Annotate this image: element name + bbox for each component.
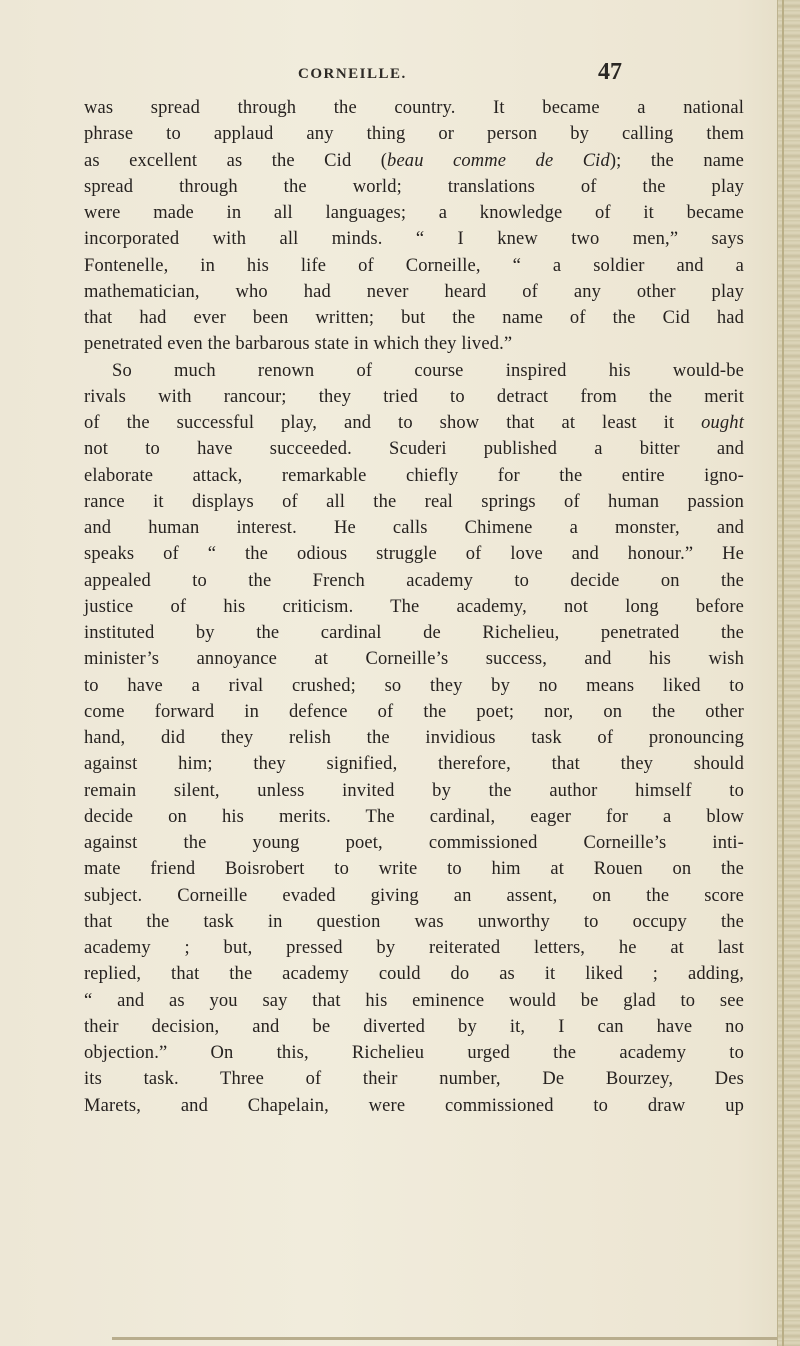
text-line: academy ; but, pressed by reiterated letters, he at last	[84, 938, 744, 958]
text-line: “ and as you say that his eminence would be glad to see	[84, 990, 744, 1011]
text-line: not to have succeeded. Scuderi published a bitter and	[84, 439, 744, 460]
text-line: to have a rival crushed; so they by no means liked to	[84, 675, 744, 696]
text-line: remain silent, unless invited by the author himself to	[84, 780, 744, 801]
running-title: CORNEILLE.	[298, 66, 407, 82]
text-line: come forward in defence of the poet; nor, on the other	[84, 701, 744, 722]
text-line: rance it displays of all the real springs of human passion	[84, 491, 744, 512]
text-line: as excellent as the Cid (beau comme de Cid); the name	[84, 150, 744, 171]
text-line: that the task in question was unworthy to occupy the	[84, 911, 744, 932]
body-text	[84, 95, 744, 1119]
text-line: against the young poet, commissioned Corneille’s inti-	[84, 833, 744, 853]
text-line: its task. Three of their number, De Bourzey, Des	[84, 1069, 744, 1090]
text-line: phrase to applaud any thing or person by calling them	[84, 124, 744, 145]
text-line: subject. Corneille evaded giving an assent, on the score	[84, 885, 744, 906]
paragraph-start-line: So much renown of course inspired his would-be	[112, 360, 744, 381]
book-gutter-edge	[777, 0, 800, 1346]
text-line: incorporated with all minds. “ I knew two men,” says	[84, 229, 744, 250]
page-number: 47	[598, 59, 622, 85]
running-head	[0, 59, 800, 90]
text-line: mathematician, who had never heard of any other play	[84, 281, 744, 302]
text-line: Marets, and Chapelain, were commissioned to draw up	[84, 1095, 744, 1116]
text-line: objection.” On this, Richelieu urged the academy to	[84, 1043, 744, 1063]
bottom-edge-rule	[112, 1337, 778, 1340]
text-line: hand, did they relish the invidious task of pronouncing	[84, 728, 744, 748]
text-line: appealed to the French academy to decide on the	[84, 570, 744, 591]
text-line: Fontenelle, in his life of Corneille, “ a soldier and a	[84, 255, 744, 276]
text-line: minister’s annoyance at Corneille’s success, and his wish	[84, 649, 744, 670]
text-line: were made in all languages; a knowledge of it became	[84, 203, 744, 223]
text-line: and human interest. He calls Chimene a monster, and	[84, 518, 744, 538]
text-line: speaks of “ the odious struggle of love and honour.” He	[84, 544, 744, 565]
text-line: of the successful play, and to show that at least it ought	[84, 413, 744, 433]
text-line: that had ever been written; but the name of the Cid had	[84, 308, 744, 328]
text-line: was spread through the country. It became a national	[84, 98, 744, 118]
text-line: instituted by the cardinal de Richelieu, penetrated the	[84, 623, 744, 643]
text-line: against him; they signified, therefore, that they should	[84, 754, 744, 775]
text-line: rivals with rancour; they tried to detract from the merit	[84, 386, 744, 407]
text-line: decide on his merits. The cardinal, eager for a blow	[84, 806, 744, 827]
text-line: their decision, and be diverted by it, I can have no	[84, 1016, 744, 1037]
text-line: elaborate attack, remarkable chiefly for the entire igno-	[84, 465, 744, 486]
text-line: spread through the world; translations of the play	[84, 176, 744, 197]
text-line: mate friend Boisrobert to write to him at Rouen on the	[84, 859, 744, 880]
text-line: penetrated even the barbarous state in which they lived.”	[84, 334, 513, 355]
text-line: replied, that the academy could do as it liked ; adding,	[84, 964, 744, 985]
text-line: justice of his criticism. The academy, not long before	[84, 596, 744, 617]
